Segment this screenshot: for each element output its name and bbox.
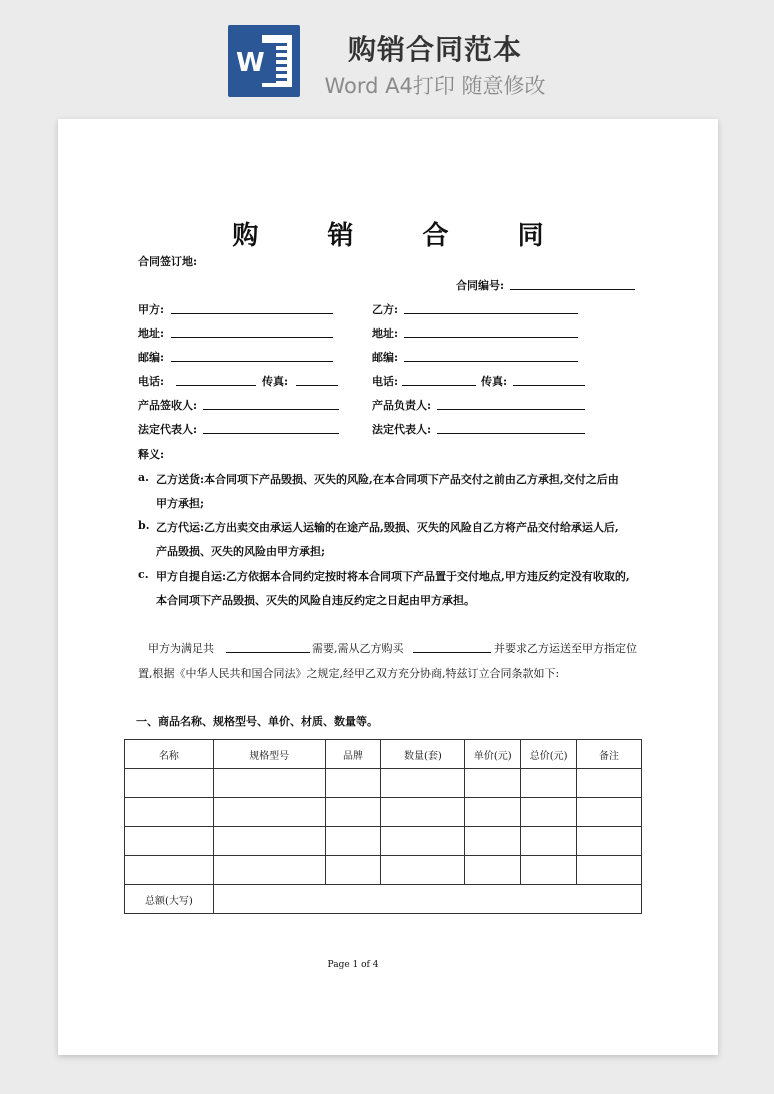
postcode-b-field[interactable]	[404, 361, 578, 362]
postcode-a-label: 邮编:	[138, 351, 165, 364]
table-row	[125, 798, 642, 827]
table-cell[interactable]	[213, 856, 325, 885]
table-cell[interactable]	[577, 827, 642, 856]
table-cell[interactable]	[521, 827, 577, 856]
table-cell[interactable]	[577, 769, 642, 798]
fax-a-field[interactable]	[296, 385, 338, 386]
table-cell[interactable]	[381, 769, 465, 798]
table-row	[125, 856, 642, 885]
table-cell[interactable]	[325, 856, 381, 885]
header-cell: 备注	[577, 740, 642, 769]
table-cell[interactable]	[577, 798, 642, 827]
table-cell[interactable]	[465, 827, 521, 856]
purpose-field[interactable]	[226, 652, 310, 653]
definitions-heading: 释义:	[138, 448, 165, 461]
table-cell[interactable]	[465, 769, 521, 798]
table-cell[interactable]	[577, 856, 642, 885]
header-cell: 总价(元)	[521, 740, 577, 769]
receiver-label: 产品签收人:	[138, 399, 198, 412]
table-cell[interactable]	[325, 827, 381, 856]
address-b-field[interactable]	[404, 337, 578, 338]
legal-rep-b-field[interactable]	[437, 433, 585, 434]
contract-no-label: 合同编号:	[456, 279, 505, 292]
fax-a-label: 传真:	[262, 375, 289, 388]
fax-b-field[interactable]	[513, 385, 585, 386]
intro-text-3: 并要求乙方运送至甲方指定位	[494, 642, 637, 655]
total-label: 总额(大写)	[125, 885, 214, 914]
intro-text-4: 置,根据《中华人民共和国合同法》之规定,经甲乙双方充分协商,特兹订立合同条款如下:	[138, 667, 560, 680]
document-title: 购 销 合 同	[232, 221, 574, 251]
table-cell[interactable]	[213, 769, 325, 798]
goods-table	[124, 739, 642, 914]
word-letter: W	[234, 43, 276, 83]
table-cell[interactable]	[213, 798, 325, 827]
table-cell[interactable]	[125, 856, 214, 885]
intro-text-2: 需要,需从乙方购买	[312, 642, 404, 655]
legal-rep-a-field[interactable]	[203, 433, 339, 434]
phone-a-field[interactable]	[176, 385, 256, 386]
section-1-heading: 一、商品名称、规格型号、单价、材质、数量等。	[136, 715, 378, 728]
phone-a-label: 电话:	[138, 375, 165, 388]
table-cell[interactable]	[125, 827, 214, 856]
table-cell[interactable]	[125, 769, 214, 798]
table-cell[interactable]	[213, 827, 325, 856]
address-a-field[interactable]	[171, 337, 333, 338]
legal-rep-a-label: 法定代表人:	[138, 423, 198, 436]
word-icon	[228, 25, 300, 97]
receiver-field[interactable]	[203, 409, 339, 410]
fax-b-label: 传真:	[481, 375, 508, 388]
banner-subtitle: Word A4打印 随意修改	[324, 74, 546, 98]
table-row	[125, 769, 642, 798]
def-b-line-2: 产品毁损、灭失的风险由甲方承担;	[156, 545, 326, 558]
table-cell[interactable]	[125, 798, 214, 827]
header-cell: 品牌	[325, 740, 381, 769]
banner	[0, 0, 774, 118]
table-cell[interactable]	[325, 769, 381, 798]
party-a-label: 甲方:	[138, 303, 165, 316]
document-page	[58, 119, 718, 1055]
legal-rep-b-label: 法定代表人:	[372, 423, 432, 436]
sign-place-label: 合同签订地:	[138, 255, 198, 268]
table-cell[interactable]	[381, 798, 465, 827]
table-header-row	[125, 740, 642, 769]
responsible-field[interactable]	[437, 409, 585, 410]
def-b-line-1: 乙方代运:乙方出卖交由承运人运输的在途产品,毁损、灭失的风险自乙方将产品交付给承运人后,	[156, 521, 619, 534]
table-cell[interactable]	[381, 827, 465, 856]
contract-no-field[interactable]	[510, 289, 635, 290]
def-b-marker: b.	[138, 519, 150, 532]
table-row	[125, 827, 642, 856]
table-cell[interactable]	[465, 798, 521, 827]
phone-b-label: 电话:	[372, 375, 399, 388]
address-a-label: 地址:	[138, 327, 165, 340]
page-footer: Page 1 of 4	[327, 960, 379, 970]
banner-title: 购销合同范本	[347, 33, 522, 66]
postcode-b-label: 邮编:	[372, 351, 399, 364]
def-a-marker: a.	[138, 471, 149, 484]
header-cell: 数量(套)	[381, 740, 465, 769]
table-cell[interactable]	[381, 856, 465, 885]
def-c-marker: c.	[138, 568, 149, 581]
address-b-label: 地址:	[372, 327, 399, 340]
party-a-field[interactable]	[171, 313, 333, 314]
party-b-field[interactable]	[404, 313, 578, 314]
party-b-label: 乙方:	[372, 303, 399, 316]
table-cell[interactable]	[521, 856, 577, 885]
header-cell: 名称	[125, 740, 214, 769]
header-cell: 规格型号	[213, 740, 325, 769]
postcode-a-field[interactable]	[171, 361, 333, 362]
responsible-label: 产品负责人:	[372, 399, 432, 412]
header-cell: 单价(元)	[465, 740, 521, 769]
def-a-line-2: 甲方承担;	[156, 497, 205, 510]
def-c-line-2: 本合同项下产品毁损、灭失的风险自违反约定之日起由甲方承担。	[156, 594, 475, 607]
table-cell[interactable]	[521, 769, 577, 798]
def-a-line-1: 乙方送货:本合同项下产品毁损、灭失的风险,在本合同项下产品交付之前由乙方承担,交付之后由	[156, 473, 619, 486]
table-cell[interactable]	[325, 798, 381, 827]
intro-text-1: 甲方为满足共	[148, 642, 214, 655]
total-row	[125, 885, 642, 914]
table-cell[interactable]	[521, 798, 577, 827]
total-amount-cell[interactable]	[213, 885, 641, 914]
table-cell[interactable]	[465, 856, 521, 885]
def-c-line-1: 甲方自提自运:乙方依据本合同约定按时将本合同项下产品置于交付地点,甲方违反约定没有收取的,	[156, 570, 630, 583]
phone-b-field[interactable]	[402, 385, 476, 386]
purchase-field[interactable]	[413, 652, 491, 653]
